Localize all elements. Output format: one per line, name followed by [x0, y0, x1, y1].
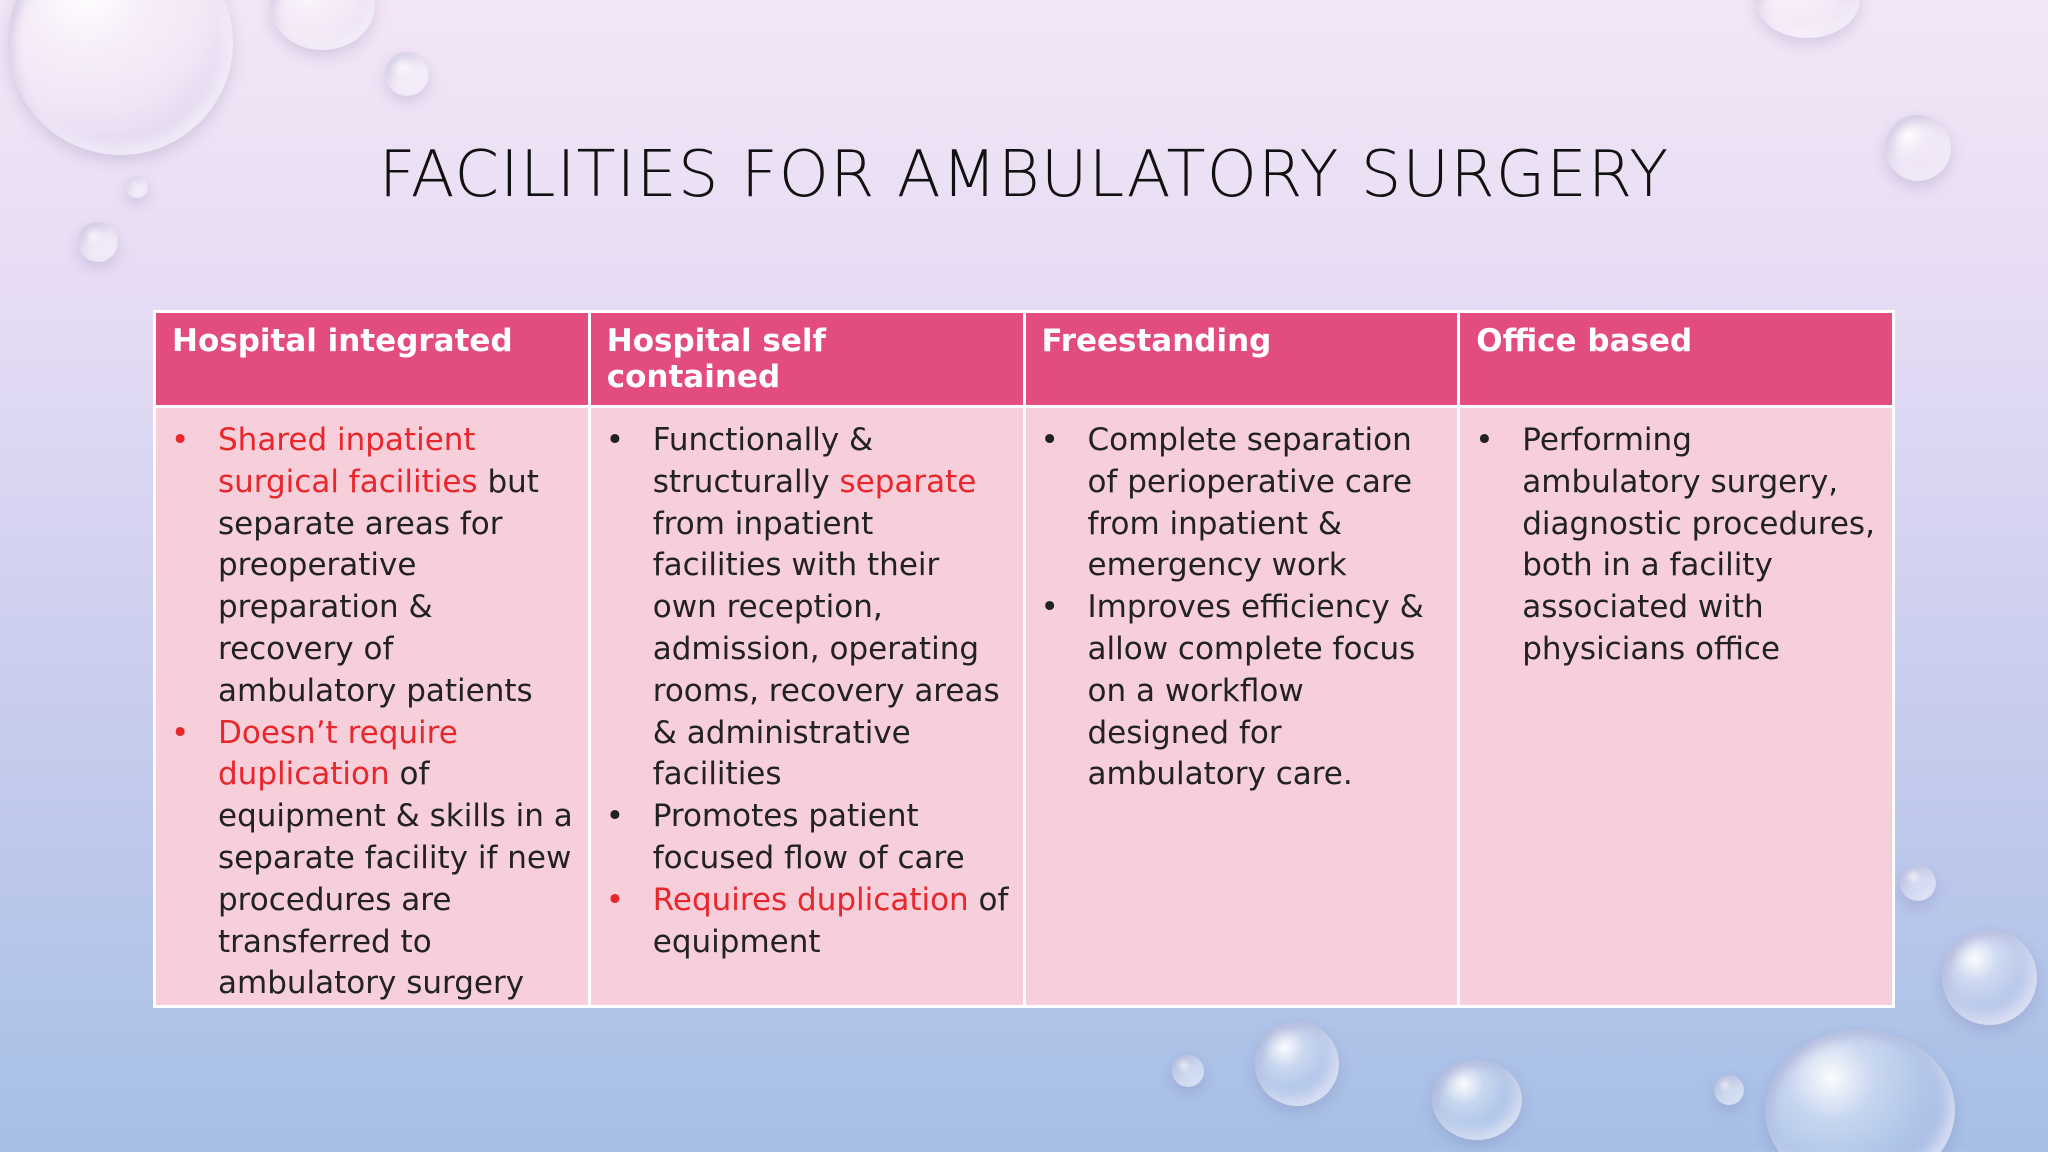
cell-hospital-integrated [155, 407, 590, 1007]
bullet-dot-icon: • [1475, 422, 1494, 458]
bullet-text: Improves efficiency & allow complete focus on a workflow designed for ambulatory care. [1087, 589, 1424, 793]
water-drop-decoration [1942, 930, 2037, 1025]
water-drop-decoration [78, 222, 118, 262]
slide-title: FACILITIES FOR AMBULATORY SURGERY [378, 138, 1670, 212]
bullet-dot-icon: • [605, 422, 625, 458]
bullet-item [603, 420, 1011, 796]
water-drop-decoration [385, 52, 429, 96]
bullet-item [1472, 420, 1880, 671]
facilities-table [153, 310, 1895, 1000]
highlighted-text: Doesn’t require duplication [218, 714, 458, 793]
bullet-dot-icon: • [605, 798, 625, 835]
water-drop-decoration [1255, 1022, 1339, 1106]
bullet-dot-icon: • [171, 714, 190, 751]
water-drop-decoration [8, 0, 233, 155]
water-drop-decoration [1900, 865, 1936, 901]
bullet-item [603, 796, 1011, 880]
bullet-text: but separate areas for preoperative preparation & recovery of ambulatory patients [218, 463, 539, 709]
bullet-text: Complete separation of perioperative care from inpatient & emergency work [1087, 422, 1413, 584]
table-body-row [155, 407, 1894, 1007]
bullet-dot-icon: • [605, 881, 625, 918]
bullet-text: of equipment & skills in a separate facility if new procedures are transferred to ambulatory surgery [218, 756, 573, 1002]
bullet-text: of equipment [652, 881, 1009, 960]
cell-freestanding [1024, 407, 1459, 1007]
highlighted-text: Requires duplication [652, 881, 969, 918]
bullet-list [1038, 420, 1446, 796]
water-drop-decoration [1172, 1055, 1204, 1087]
bullet-list [1472, 420, 1880, 671]
water-drop-decoration [1432, 1060, 1522, 1140]
bullet-item [168, 713, 576, 1006]
header-hospital-self-contained: Hospital self contained [589, 312, 1024, 407]
cell-hospital-self-contained [589, 407, 1024, 1007]
bullet-dot-icon: • [1040, 422, 1059, 458]
table-header-row [155, 312, 1894, 407]
header-office-based: Office based [1459, 312, 1894, 407]
water-drop-decoration [270, 0, 375, 50]
bullet-item [168, 420, 576, 713]
bullet-dot-icon: • [1040, 589, 1059, 626]
bullet-item [1038, 587, 1446, 796]
bullet-text: Performing ambulatory surgery, diagnostic procedures, both in a facility associated with physicians office [1522, 422, 1875, 667]
bullet-text: Functionally & structurally [652, 422, 874, 500]
header-freestanding: Freestanding [1024, 312, 1459, 407]
highlighted-text: Shared inpatient surgical facilities [218, 422, 478, 500]
bullet-item [1038, 420, 1446, 587]
bullet-text: from inpatient facilities with their own reception, admission, operating rooms, recovery areas & administrative facilities [652, 505, 1000, 793]
bullet-dot-icon: • [171, 422, 190, 458]
water-drop-decoration [1714, 1075, 1744, 1105]
bullet-text: Promotes patient focused flow of care [652, 798, 965, 876]
header-hospital-integrated: Hospital integrated [155, 312, 590, 407]
water-drop-decoration [1755, 0, 1860, 38]
bullet-list [603, 420, 1011, 963]
bullet-list [168, 420, 576, 1005]
cell-office-based [1459, 407, 1894, 1007]
bullet-item [603, 880, 1011, 964]
highlighted-text: separate [839, 463, 977, 500]
water-drop-decoration [1765, 1030, 1955, 1152]
